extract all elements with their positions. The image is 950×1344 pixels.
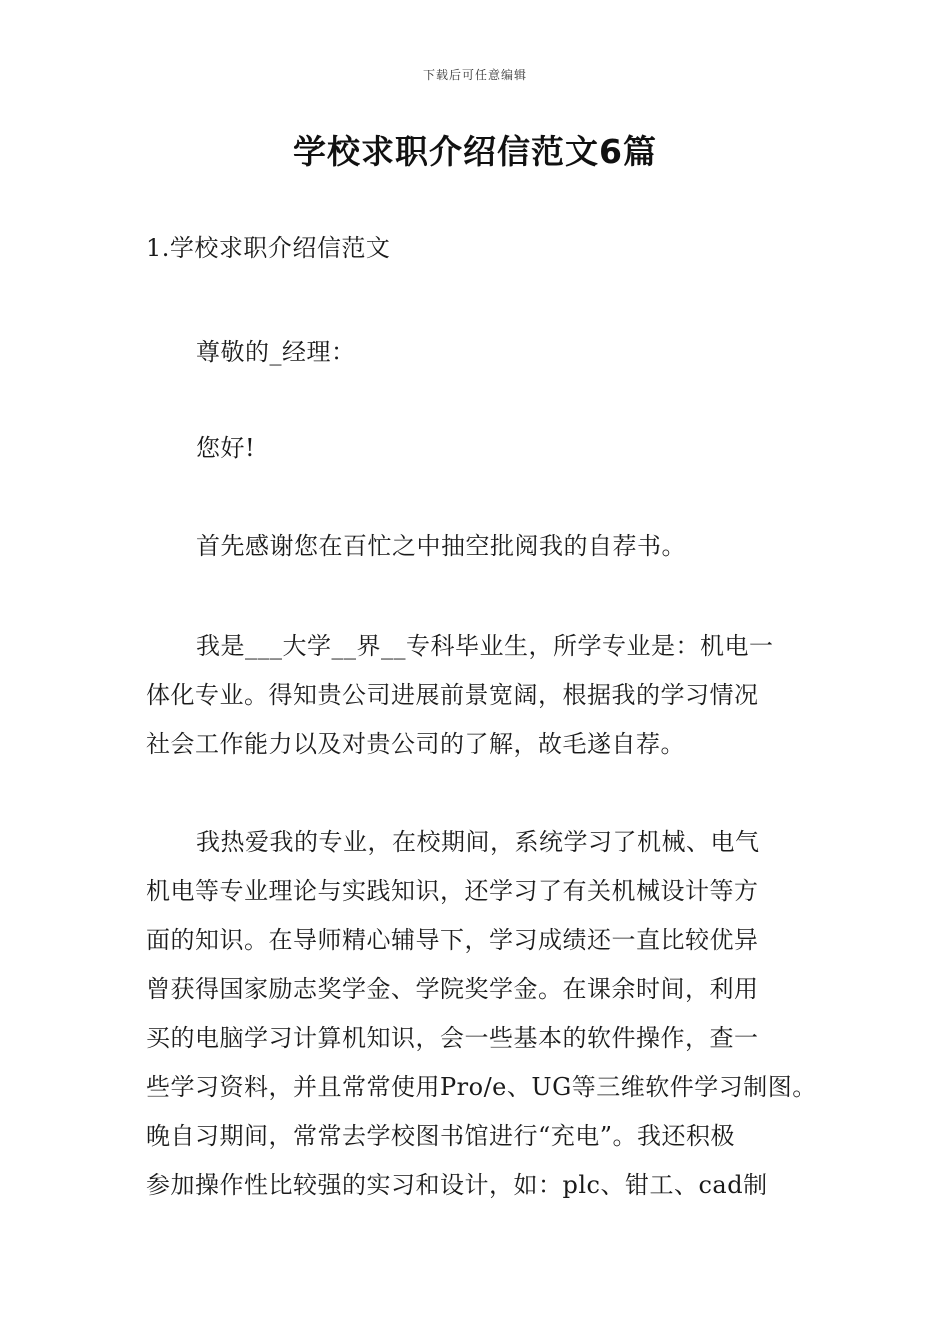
greeting: 您好! <box>196 434 256 462</box>
paragraph-line: 晚自习期间，常常去学校图书馆进行“充电”。我还积极 <box>146 1122 736 1150</box>
section-heading: 1.学校求职介绍信范文 <box>146 234 391 262</box>
paragraph-line: 些学习资料，并且常常使用Pro/e、UG等三维软件学习制图。 <box>146 1073 817 1101</box>
intro-paragraph <box>146 622 826 769</box>
salutation: 尊敬的_经理： <box>196 338 356 366</box>
study-paragraph <box>146 818 826 1210</box>
thanks-paragraph: 首先感谢您在百忙之中抽空批阅我的自荐书。 <box>196 532 686 560</box>
paragraph-line: 曾获得国家励志奖学金、学院奖学金。在课余时间，利用 <box>146 975 759 1003</box>
paragraph-line: 我是___大学__界__专科毕业生，所学专业是：机电一 <box>196 632 774 660</box>
header-note: 下载后可任意编辑 <box>422 68 527 82</box>
paragraph-line: 我热爱我的专业，在校期间，系统学习了机械、电气 <box>196 828 760 856</box>
paragraph-line: 面的知识。在导师精心辅导下，学习成绩还一直比较优异 <box>146 926 759 954</box>
paragraph-line: 参加操作性比较强的实习和设计，如：plc、钳工、cad制 <box>146 1171 768 1199</box>
paragraph-line: 社会工作能力以及对贵公司的了解，故毛遂自荐。 <box>146 730 685 758</box>
paragraph-line: 机电等专业理论与实践知识，还学习了有关机械设计等方 <box>146 877 759 905</box>
paragraph-line: 买的电脑学习计算机知识，会一些基本的软件操作，查一 <box>146 1024 759 1052</box>
paragraph-line: 体化专业。得知贵公司进展前景宽阔，根据我的学习情况 <box>146 681 759 709</box>
document-title: 学校求职介绍信范文6篇 <box>293 132 657 171</box>
